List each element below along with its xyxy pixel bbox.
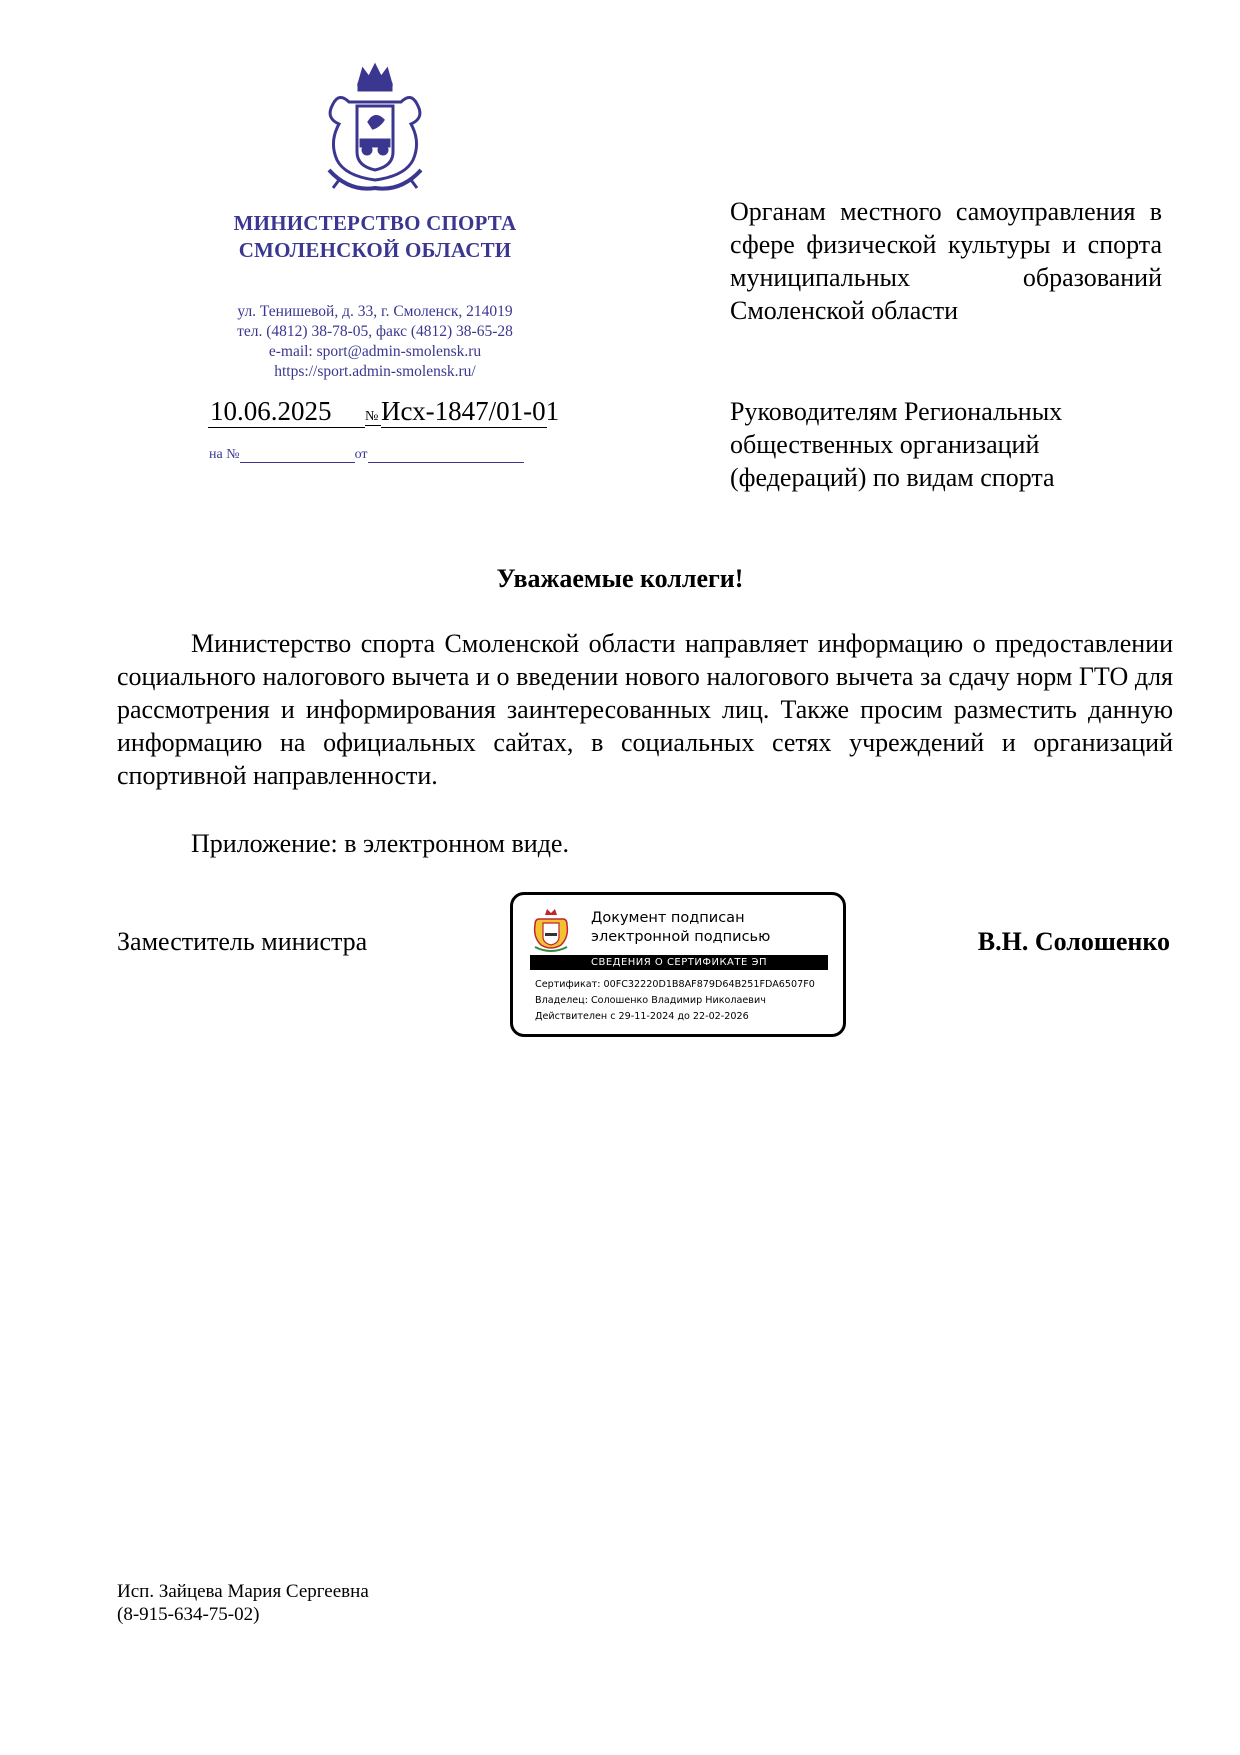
- addressee-federations-line2: общественных организаций: [730, 430, 1040, 459]
- ministry-name-line1: МИНИСТЕРСТВО СПОРТА: [233, 211, 517, 235]
- ministry-name: [150, 210, 600, 264]
- ministry-address: ул. Тенишевой, д. 33, г. Смоленск, 214019: [237, 303, 513, 320]
- esign-owner: Владелец: Солошенко Владимир Николаевич: [535, 995, 766, 1006]
- addressee-federations-line3: (федераций) по видам спорта: [730, 463, 1055, 492]
- ministry-phone: тел. (4812) 38-78-05, факс (4812) 38-65-28: [237, 323, 513, 340]
- addressee-federations: [730, 395, 1170, 494]
- letter-body: Министерство спорта Смоленской области направляет информацию о предоставлении социального налогового вычета и о введении нового налогового вычета за сдачу норм ГТО для рассмотрения и информирования заинтересованных лиц. Также просим разместить данную информацию на официальных сайтах, в социальных сетях учреждений и организаций спортивной направленности.: [117, 629, 1173, 790]
- attachment-note: Приложение: в электронном виде.: [191, 829, 569, 858]
- esign-title-line2: электронной подписью: [591, 929, 771, 945]
- reference-line: [209, 447, 524, 463]
- coat-of-arms-icon: [319, 62, 431, 194]
- executor-info: [117, 1580, 369, 1626]
- registration-number: Исх-1847/01-01: [381, 396, 560, 426]
- executor-phone: (8-915-634-75-02): [117, 1604, 260, 1625]
- ministry-name-line2: СМОЛЕНСКОЙ ОБЛАСТИ: [238, 238, 512, 262]
- registration-date: 10.06.2025: [208, 396, 365, 428]
- ref-number-blank: [240, 448, 355, 463]
- signer-position: Заместитель министра: [117, 927, 368, 956]
- registration-line: [208, 396, 560, 428]
- ref-prefix: на №: [209, 447, 240, 462]
- esign-certificate-number: Сертификат: 00FC32220D1B8AF879D64B251FDA6507F0: [535, 979, 815, 990]
- addressee-local-governments: Органам местного самоуправления в сфере физической культуры и спорта муниципальных образований Смоленской области: [730, 197, 1162, 325]
- signer-name: В.Н. Солошенко: [977, 927, 1170, 956]
- ref-from: от: [354, 447, 368, 462]
- esign-validity: Действителен с 29-11-2024 до 22-02-2026: [535, 1011, 749, 1022]
- number-sign: №: [365, 409, 381, 426]
- ministry-contacts: [150, 302, 600, 382]
- ref-date-blank: [368, 448, 524, 463]
- salutation: Уважаемые коллеги!: [496, 564, 744, 593]
- esign-certificate-header: СВЕДЕНИЯ О СЕРТИФИКАТЕ ЭП: [530, 955, 828, 970]
- ministry-email: e-mail: sport@admin-smolensk.ru: [268, 343, 482, 360]
- addressee-federations-line1: Руководителям Региональных: [730, 397, 1063, 426]
- esign-certificate-details: [535, 977, 815, 1025]
- ministry-website: https://sport.admin-smolensk.ru/: [274, 363, 476, 380]
- coat-of-arms-icon: [531, 907, 571, 953]
- executor-name: Исп. Зайцева Мария Сергеевна: [117, 1581, 369, 1602]
- esign-title-line1: Документ подписан: [591, 910, 745, 926]
- esign-title: [591, 909, 770, 947]
- electronic-signature-stamp: [510, 892, 846, 1037]
